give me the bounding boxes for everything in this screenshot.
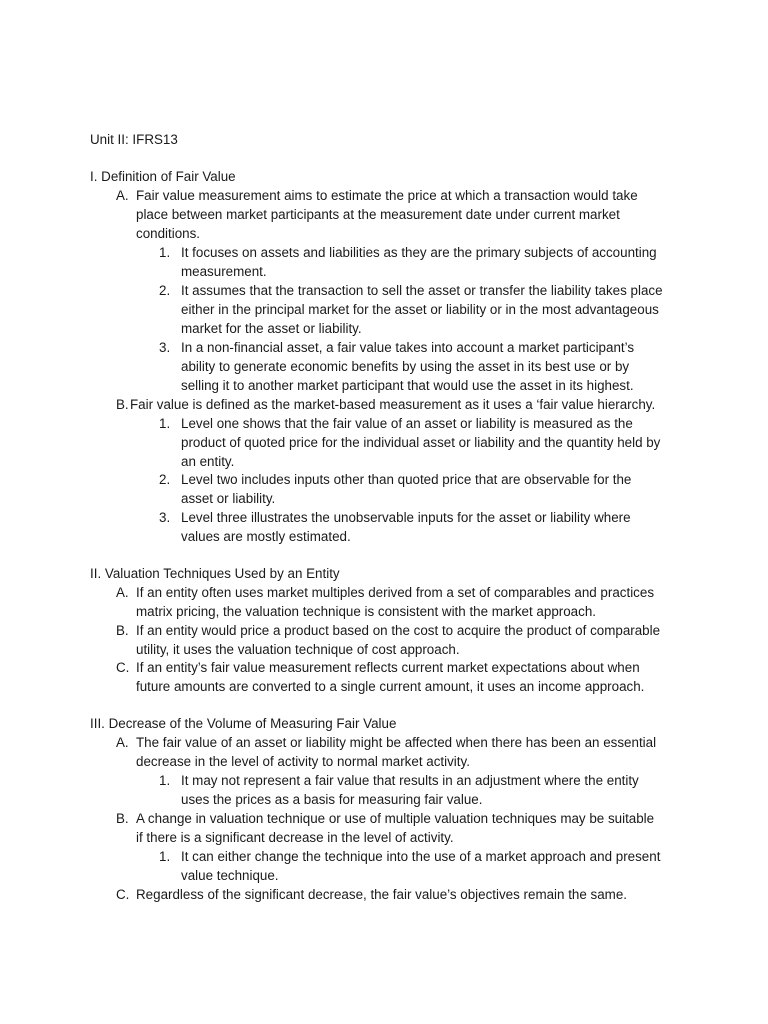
list-item-text: Fair value measurement aims to estimate the price at which a transaction would take <box>136 188 638 203</box>
list-marker: C. <box>116 887 130 902</box>
document-title: Unit II: IFRS13 <box>90 132 178 147</box>
list-item-text: If an entity often uses market multiples derived from a set of comparables and practices <box>136 585 655 600</box>
sub-list-marker: 1. <box>159 245 171 260</box>
sub-list-item-text: It can either change the technique into the use of a market approach and present <box>181 849 661 864</box>
list-marker: B. <box>116 623 129 638</box>
list-item-text: utility, it uses the valuation technique of cost approach. <box>136 642 460 657</box>
list-item-text: decrease in the level of activity to normal market activity. <box>136 754 470 769</box>
sub-list-marker: 1. <box>159 849 171 864</box>
sub-list-item-text: selling it to another market participant that would use the asset in its highest. <box>181 378 634 393</box>
list-item-text: Fair value is defined as the market-based measurement as it uses a ‘fair value hierarchy. <box>130 397 656 412</box>
sub-list-marker: 2. <box>159 472 171 487</box>
list-marker: A. <box>116 585 129 600</box>
list-item-text: future amounts are converted to a single current amount, it uses an income approach. <box>136 679 645 694</box>
sub-list-marker: 3. <box>159 340 171 355</box>
sub-list-item-text: It may not represent a fair value that results in an adjustment where the entity <box>181 773 639 788</box>
sub-list-marker: 1. <box>159 416 171 431</box>
list-marker: A. <box>116 188 129 203</box>
list-item-text: A change in valuation technique or use of multiple valuation techniques may be suitable <box>136 811 655 826</box>
sub-list-item-text: It assumes that the transaction to sell the asset or transfer the liability takes place <box>181 283 663 298</box>
sub-list-item-text: measurement. <box>181 264 267 279</box>
sub-list-item-text: asset or liability. <box>181 491 276 506</box>
list-item-text: place between market participants at the measurement date under current market <box>136 207 620 222</box>
list-marker: B. <box>116 397 129 412</box>
list-item-text: If an entity’s fair value measurement reflects current market expectations about when <box>136 660 640 675</box>
sub-list-item-text: an entity. <box>181 454 235 469</box>
sub-list-item-text: market for the asset or liability. <box>181 321 362 336</box>
list-item-text: If an entity would price a product based on the cost to acquire the product of comparable <box>136 623 661 638</box>
list-marker: B. <box>116 811 129 826</box>
sub-list-item-text: It focuses on assets and liabilities as they are the primary subjects of accounting <box>181 245 657 260</box>
list-item-text: Regardless of the significant decrease, the fair value’s objectives remain the same. <box>136 887 628 902</box>
sub-list-item-text: ability to generate economic benefits by using the asset in its best use or by <box>181 359 630 374</box>
sub-list-item-text: either in the principal market for the asset or liability or in the most advantageous <box>181 302 659 317</box>
sub-list-marker: 3. <box>159 510 171 525</box>
sub-list-item-text: uses the prices as a basis for measuring fair value. <box>181 792 483 807</box>
sub-list-item-text: Level three illustrates the unobservable inputs for the asset or liability where <box>181 510 631 525</box>
sub-list-marker: 2. <box>159 283 171 298</box>
sub-list-item-text: value technique. <box>181 868 279 883</box>
list-item-text: conditions. <box>136 226 201 241</box>
sub-list-item-text: product of quoted price for the individual asset or liability and the quantity held by <box>181 435 661 450</box>
list-marker: C. <box>116 660 130 675</box>
sub-list-marker: 1. <box>159 773 171 788</box>
section-heading: III. Decrease of the Volume of Measuring Fair Value <box>90 716 397 731</box>
list-item-text: The fair value of an asset or liability might be affected when there has been an essential <box>136 735 657 750</box>
sub-list-item-text: values are mostly estimated. <box>181 529 351 544</box>
sub-list-item-text: Level two includes inputs other than quoted price that are observable for the <box>181 472 632 487</box>
sub-list-item-text: Level one shows that the fair value of an asset or liability is measured as the <box>181 416 633 431</box>
list-marker: A. <box>116 735 129 750</box>
sub-list-item-text: In a non-financial asset, a fair value takes into account a market participant’s <box>181 340 635 355</box>
list-item-text: matrix pricing, the valuation technique is consistent with the market approach. <box>136 604 596 619</box>
list-item-text: if there is a significant decrease in the level of activity. <box>136 830 454 845</box>
section-heading: I. Definition of Fair Value <box>90 169 236 184</box>
section-heading: II. Valuation Techniques Used by an Entity <box>90 566 340 581</box>
